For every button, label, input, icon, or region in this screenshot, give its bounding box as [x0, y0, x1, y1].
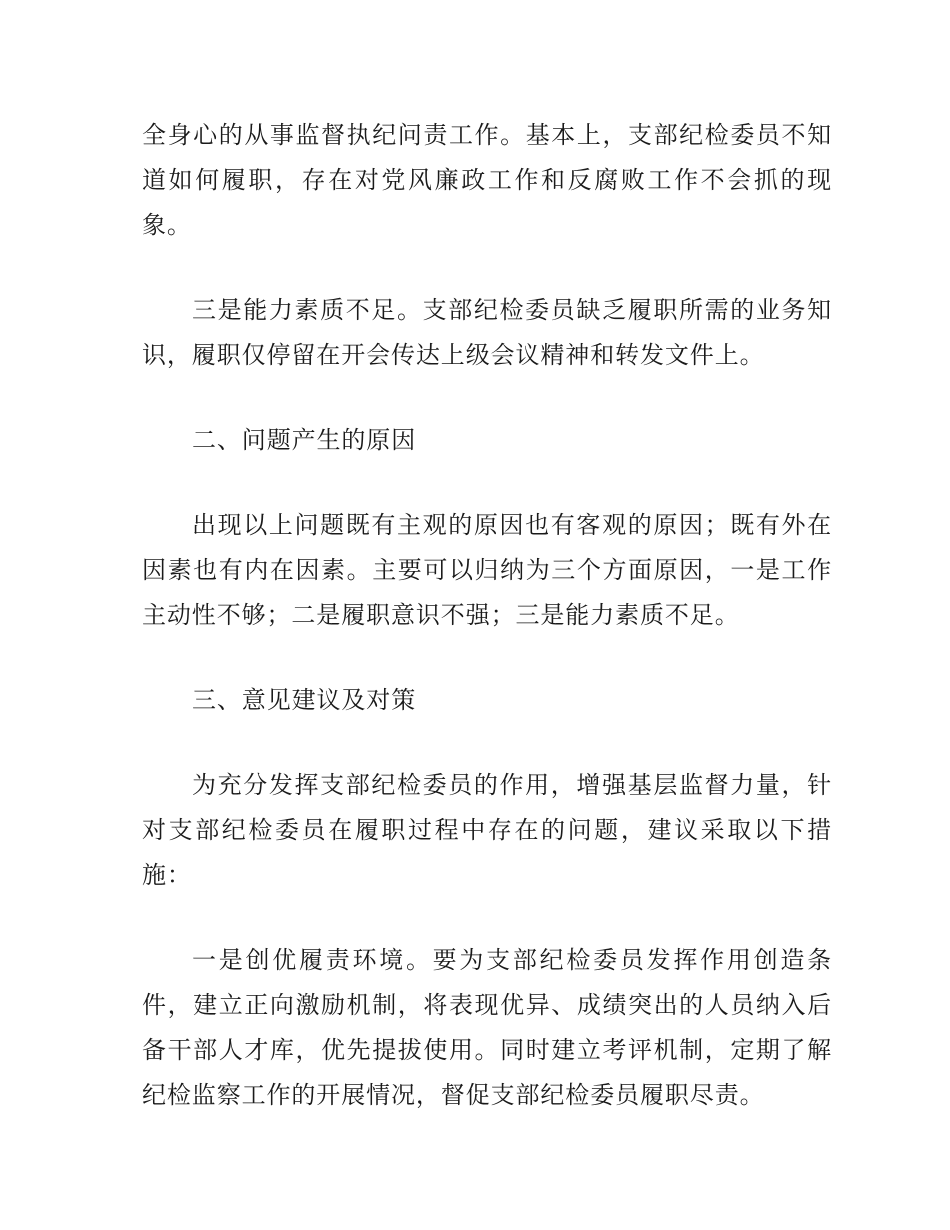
- section-heading-causes: 二、问题产生的原因: [192, 426, 417, 454]
- paragraph-causes: 出现以上问题既有主观的原因也有客观的原因；既有外在因素也有内在因素。主要可以归纳为三个方面原因，一是工作主动性不够；二是履职意识不强；三是能力素质不足。: [142, 511, 832, 629]
- document-body: [142, 113, 832, 1158]
- section-heading-suggestions: 三、意见建议及对策: [192, 686, 417, 714]
- paragraph-continued: 全身心的从事监督执纪问责工作。基本上，支部纪检委员不知道如何履职，存在对党风廉政工作和反腐败工作不会抓的现象。: [142, 121, 832, 239]
- paragraph-environment: 一是创优履责环境。要为支部纪检委员发挥作用创造条件，建立正向激励机制，将表现优异、成绩突出的人员纳入后备干部人才库，优先提拔使用。同时建立考评机制，定期了解纪检监察工作的开展情况，督促支部纪检委员履职尽责。: [142, 946, 832, 1109]
- paragraph-suggestions-intro: 为充分发挥支部纪检委员的作用，增强基层监督力量，针对支部纪检委员在履职过程中存在的问题，建议采取以下措施：: [142, 771, 832, 889]
- paragraph-ability-insufficient: 三是能力素质不足。支部纪检委员缺乏履职所需的业务知识，履职仅停留在开会传达上级会议精神和转发文件上。: [142, 296, 832, 369]
